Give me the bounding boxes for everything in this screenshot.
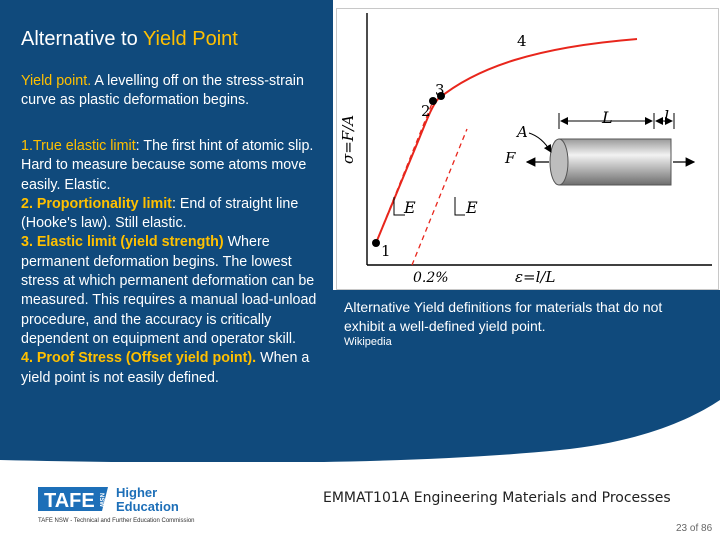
intro-paragraph	[21, 72, 327, 110]
definition-item: 2. Proportionality limit: End of straight line (Hooke's law). Still elastic.	[21, 195, 299, 232]
education-label: Education	[116, 499, 179, 514]
definition-item: 3. Elastic limit (yield strength) Where permanent deformation begins. The lowest stress at which permanent deformation can be measured. This requires a manual load-unload procedure, and the accuracy is critically dependent on equipment and operator skill.	[21, 234, 317, 347]
footer-wave	[0, 380, 720, 480]
offset-line	[412, 129, 467, 265]
modulus-label: E	[404, 198, 416, 217]
point-1	[372, 239, 380, 247]
definition-item: 1.True elastic limit: The first hint of atomic slip. Hard to measure because some atoms move easily. Elastic.	[21, 138, 314, 193]
figure-source: Wikipedia	[344, 336, 392, 348]
intro-lead: Yield point.	[21, 73, 92, 89]
logo-text: TAFE	[44, 490, 95, 512]
area-pointer	[529, 133, 551, 152]
definition-item: 4. Proof Stress (Offset yield point). When a yield point is not easily defined.	[21, 350, 310, 386]
modulus-label: E	[466, 198, 478, 217]
specimen-bar	[559, 139, 671, 185]
title-highlight: Yield Point	[142, 28, 238, 50]
area-label: A	[517, 123, 528, 141]
force-label: F	[505, 149, 516, 167]
logo-badge: NSW	[98, 493, 104, 507]
point-label: 2	[421, 102, 431, 120]
offset-label: 0.2%	[413, 270, 449, 286]
modulus-triangle	[455, 197, 465, 215]
point-label: 3	[435, 81, 445, 99]
course-title: EMMAT101A Engineering Materials and Processes	[323, 490, 671, 506]
intro-text: A levelling off on the stress-strain curve as plastic deformation begins.	[21, 73, 304, 108]
y-axis-label: σ=F/A	[339, 114, 357, 164]
stress-strain-figure	[336, 8, 719, 290]
footer-organisation: TAFE NSW - Technical and Further Education Commission	[38, 518, 195, 524]
slide-title: Alternative to Yield Point	[21, 28, 238, 50]
point-label: 1	[381, 242, 391, 260]
stress-strain-diagram	[337, 9, 718, 289]
figure-caption: Alternative Yield definitions for materials that do not exhibit a well-defined yield point.	[344, 299, 663, 334]
definitions-list	[21, 137, 331, 388]
extension-label: l	[664, 107, 670, 126]
higher-label: Higher	[116, 485, 158, 500]
point-label: 4	[517, 32, 527, 50]
length-label: L	[602, 108, 613, 127]
tafe-logo	[38, 484, 198, 519]
specimen-end	[550, 139, 568, 185]
page-number: 23 of 86	[676, 523, 713, 534]
x-axis-label: ε=l/L	[515, 268, 556, 286]
